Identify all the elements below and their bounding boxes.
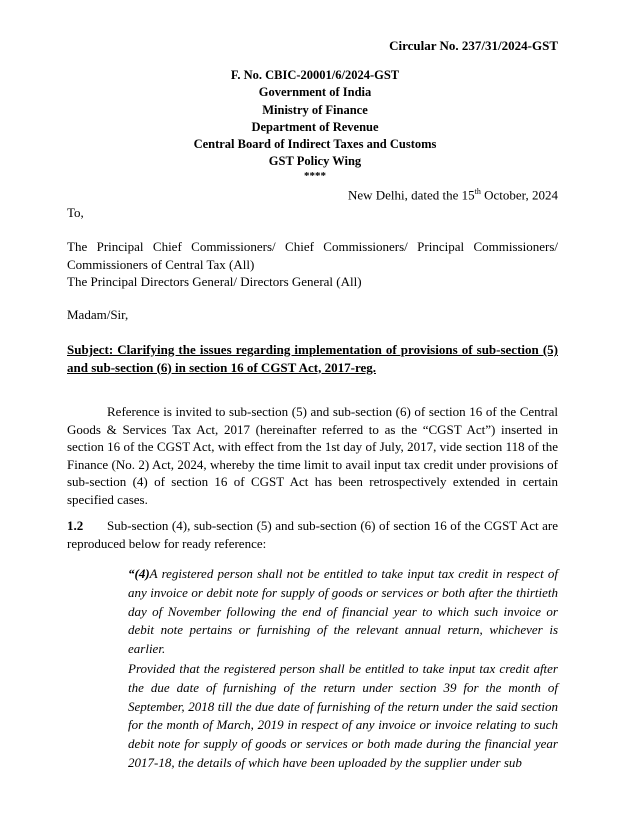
subject-line-1: Subject: Clarifying the issues regarding implementation of provisions of sub-section (5) (67, 342, 558, 357)
header-line-government: Government of India (258, 85, 372, 100)
header-line-wing: GST Policy Wing (268, 154, 362, 169)
date-suffix: October, 2024 (480, 187, 558, 203)
subject (67, 341, 558, 376)
paragraph-1-2-text: Sub-section (4), sub-section (5) and sub-section (6) of section 16 of the CGST Act are reproduced below for ready reference: (67, 518, 558, 551)
quote-subsection-4 (128, 565, 558, 659)
addressees (67, 238, 558, 291)
addressee-line-3: The Principal Directors General/ Directors General (All) (67, 274, 362, 289)
circular-number: Circular No. 237/31/2024-GST (389, 38, 558, 53)
issue-date (348, 187, 558, 203)
date-prefix: New Delhi, dated the 15 (347, 187, 475, 203)
to-label: To, (67, 205, 84, 220)
header-stars: **** (304, 169, 326, 182)
header-line-department: Department of Revenue (251, 119, 379, 134)
file-number: F. No. CBIC-20001/6/2024-GST (230, 68, 400, 82)
header-line-board: Central Board of Indirect Taxes and Customs (193, 137, 437, 152)
paragraph-number: 1.2 (67, 518, 84, 533)
paragraph-reference: Reference is invited to sub-section (5) and sub-section (6) of section 16 of the Central Goods & Services Tax Act, 2017 (hereinafter referred to as the “CGST Act”) inserted in section 16 of the CGST Act, with effect from the 1st day of July, 2017, vide section 118 of the Finance (No. 2) Act, 2024, whereby the time limit to avail input tax credit under provisions of sub-section (4) of section 16 of CGST Act has been retrospectively extended in certain specified cases. (67, 404, 558, 507)
subject-line-2: and sub-section (6) in section 16 of CGST Act, 2017-reg. (67, 359, 376, 375)
quote-subsection-4-text: A registered person shall not be entitled to take input tax credit in respect of any invoice or debit note for supply of goods or services or both after the thirtieth day of November following the end of financial year to which such invoice or debit note pertains or furnishing of the relevant annual return, whichever is earlier. (128, 566, 558, 657)
salutation: Madam/Sir, (67, 307, 129, 322)
quote-proviso: Provided that the registered person shall be entitled to take input tax credit after the due date of furnishing of the return under section 39 for the month of September, 2018 till the due date of furnishing of the return under the said section for the month of March, 2019 in respect of any invoice or invoice relating to such debit note for supply of goods or services or both made during the financial year 2017-18, the details of which have been uploaded by the supplier under sub (128, 661, 558, 770)
paragraph-1-2 (67, 517, 558, 552)
addressee-line-1: The Principal Chief Commissioners/ Chief Commissioners/ Principal Commissioners/ (67, 239, 558, 254)
header-line-ministry: Ministry of Finance (262, 102, 368, 117)
date-ordinal: th (474, 187, 481, 196)
document-header (0, 67, 630, 181)
addressee-line-2: Commissioners of Central Tax (All) (67, 256, 255, 272)
quote-lead: “(4) (128, 566, 150, 581)
